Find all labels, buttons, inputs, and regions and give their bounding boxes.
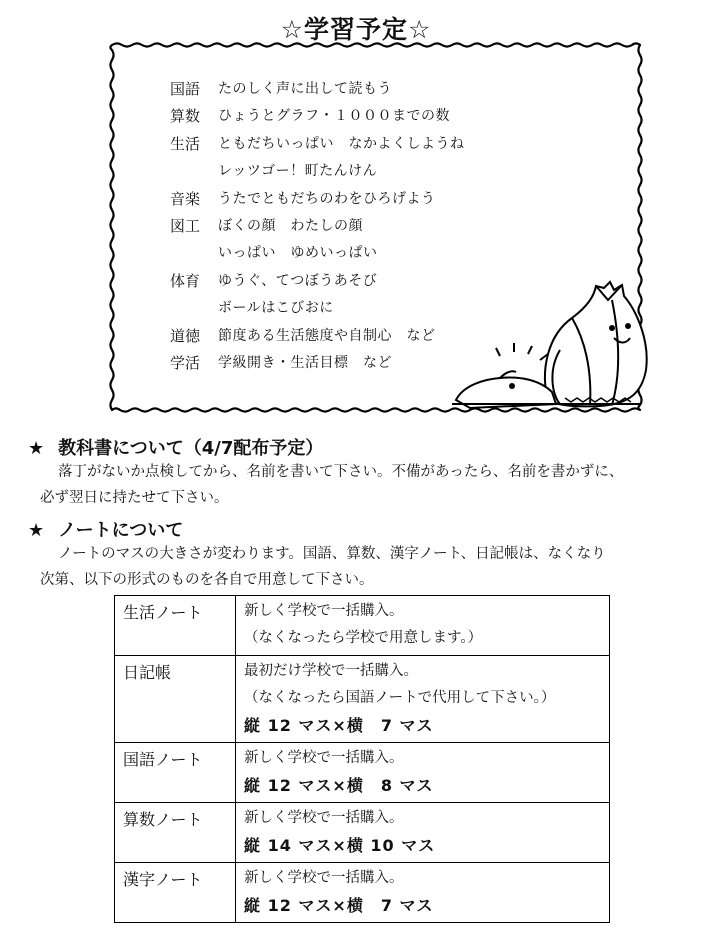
notebook-detail-line: 新しく学校で一括購入。 <box>244 750 404 766</box>
notebook-grid-size: 縦 14 マス×横 10 マス <box>244 836 436 855</box>
schedule-subject: 学活 <box>170 354 201 373</box>
notebook-detail-line: （なくなったら国語ノートで代用して下さい。） <box>244 690 556 706</box>
page-title: ☆学習予定☆ <box>280 15 432 44</box>
schedule-subject: 音楽 <box>170 189 201 208</box>
schedule-row <box>170 131 465 158</box>
table-row <box>115 743 610 803</box>
schedule-subject <box>170 158 218 185</box>
schedule-text: ともだちいっぱい なかよくしようね <box>218 135 465 152</box>
notebook-name: 国語ノート <box>115 743 236 803</box>
schedule-subject: 図工 <box>170 217 201 236</box>
schedule-text: ぼくの顔 わたしの顔 <box>218 218 363 235</box>
schedule-subject: 体育 <box>170 271 201 290</box>
notebook-line-2: 次第、以下の形式のものを各自で用意して下さい。 <box>40 572 374 588</box>
notebook-name: 漢字ノート <box>115 863 236 923</box>
notebook-table <box>114 595 610 923</box>
notebook-details <box>236 743 610 803</box>
schedule-text: いっぱい ゆめいっぱい <box>218 245 378 262</box>
notebook-detail-line: （なくなったら学校で用意します。） <box>244 630 483 646</box>
schedule-text: レッツゴー！町たんけん <box>218 163 378 180</box>
notebook-name: 日記帳 <box>115 656 236 743</box>
textbook-line-2: 必ず翌日に持たせて下さい。 <box>40 490 229 506</box>
table-row <box>115 803 610 863</box>
textbook-heading <box>28 434 323 460</box>
schedule-subject: 算数 <box>170 107 201 126</box>
notebook-grid-size: 縦 12 マス×横 8 マス <box>244 776 434 795</box>
notebook-detail-line: 新しく学校で一括購入。 <box>244 870 404 886</box>
schedule-text: たのしく声に出して読もう <box>218 81 392 97</box>
notebook-heading-text: ノートについて <box>58 520 184 541</box>
schedule-row <box>170 76 465 103</box>
textbook-heading-text: 教科書について（4/7配布予定） <box>58 438 324 459</box>
notebook-details <box>236 656 610 743</box>
table-row <box>115 596 610 656</box>
schedule-subject: 道徳 <box>170 326 201 345</box>
notebook-heading <box>28 516 183 542</box>
schedule-row <box>170 240 465 267</box>
notebook-name: 生活ノート <box>115 596 236 656</box>
schedule-subject: 国語 <box>170 80 201 98</box>
notebook-paragraph <box>40 541 680 593</box>
notebook-name: 算数ノート <box>115 803 236 863</box>
notebook-line-1: ノートのマスの大きさが変わります。国語、算数、漢字ノート、日記帳は、なくなり <box>58 546 606 562</box>
textbook-line-1: 落丁がないか点検してから、名前を書いて下さい。不備があったら、名前を書かずに、 <box>58 464 624 480</box>
schedule-subject <box>170 295 218 322</box>
schedule-text: ボールはこびおに <box>218 300 334 317</box>
schedule-row <box>170 158 465 185</box>
notebook-grid-size: 縦 12 マス×横 7 マス <box>244 896 434 915</box>
schedule-text: 学級開き・生活目標 など <box>218 355 392 372</box>
notebook-details <box>236 803 610 863</box>
textbook-paragraph <box>40 459 680 511</box>
star-icon: ★ <box>28 520 45 541</box>
notebook-details <box>236 863 610 923</box>
schedule-row <box>170 103 465 130</box>
notebook-detail-line: 最初だけ学校で一括購入。 <box>244 663 418 679</box>
schedule-row <box>170 295 465 322</box>
schedule-row <box>170 186 465 213</box>
schedule-text: うたでともだちのわをひろげよう <box>218 190 436 207</box>
schedule-row <box>170 213 465 240</box>
notebook-detail-line: 新しく学校で一括購入。 <box>244 810 404 826</box>
table-row <box>115 656 610 743</box>
schedule-text: ひょうとグラフ・１０００までの数 <box>218 108 450 125</box>
notebook-detail-line: 新しく学校で一括購入。 <box>244 603 404 619</box>
notebook-grid-size: 縦 12 マス×横 7 マス <box>244 716 434 735</box>
schedule-row <box>170 268 465 295</box>
schedule-row <box>170 323 465 350</box>
notebook-details <box>236 596 610 656</box>
schedule-subject: 生活 <box>170 134 201 153</box>
study-schedule-list <box>170 76 465 377</box>
schedule-subject <box>170 240 218 267</box>
schedule-row <box>170 350 465 377</box>
star-icon: ★ <box>28 438 45 459</box>
schedule-text: ゆうぐ、てつぼうあそび <box>218 272 378 289</box>
schedule-text: 節度ある生活態度や自制心 など <box>218 327 436 344</box>
table-row <box>115 863 610 923</box>
